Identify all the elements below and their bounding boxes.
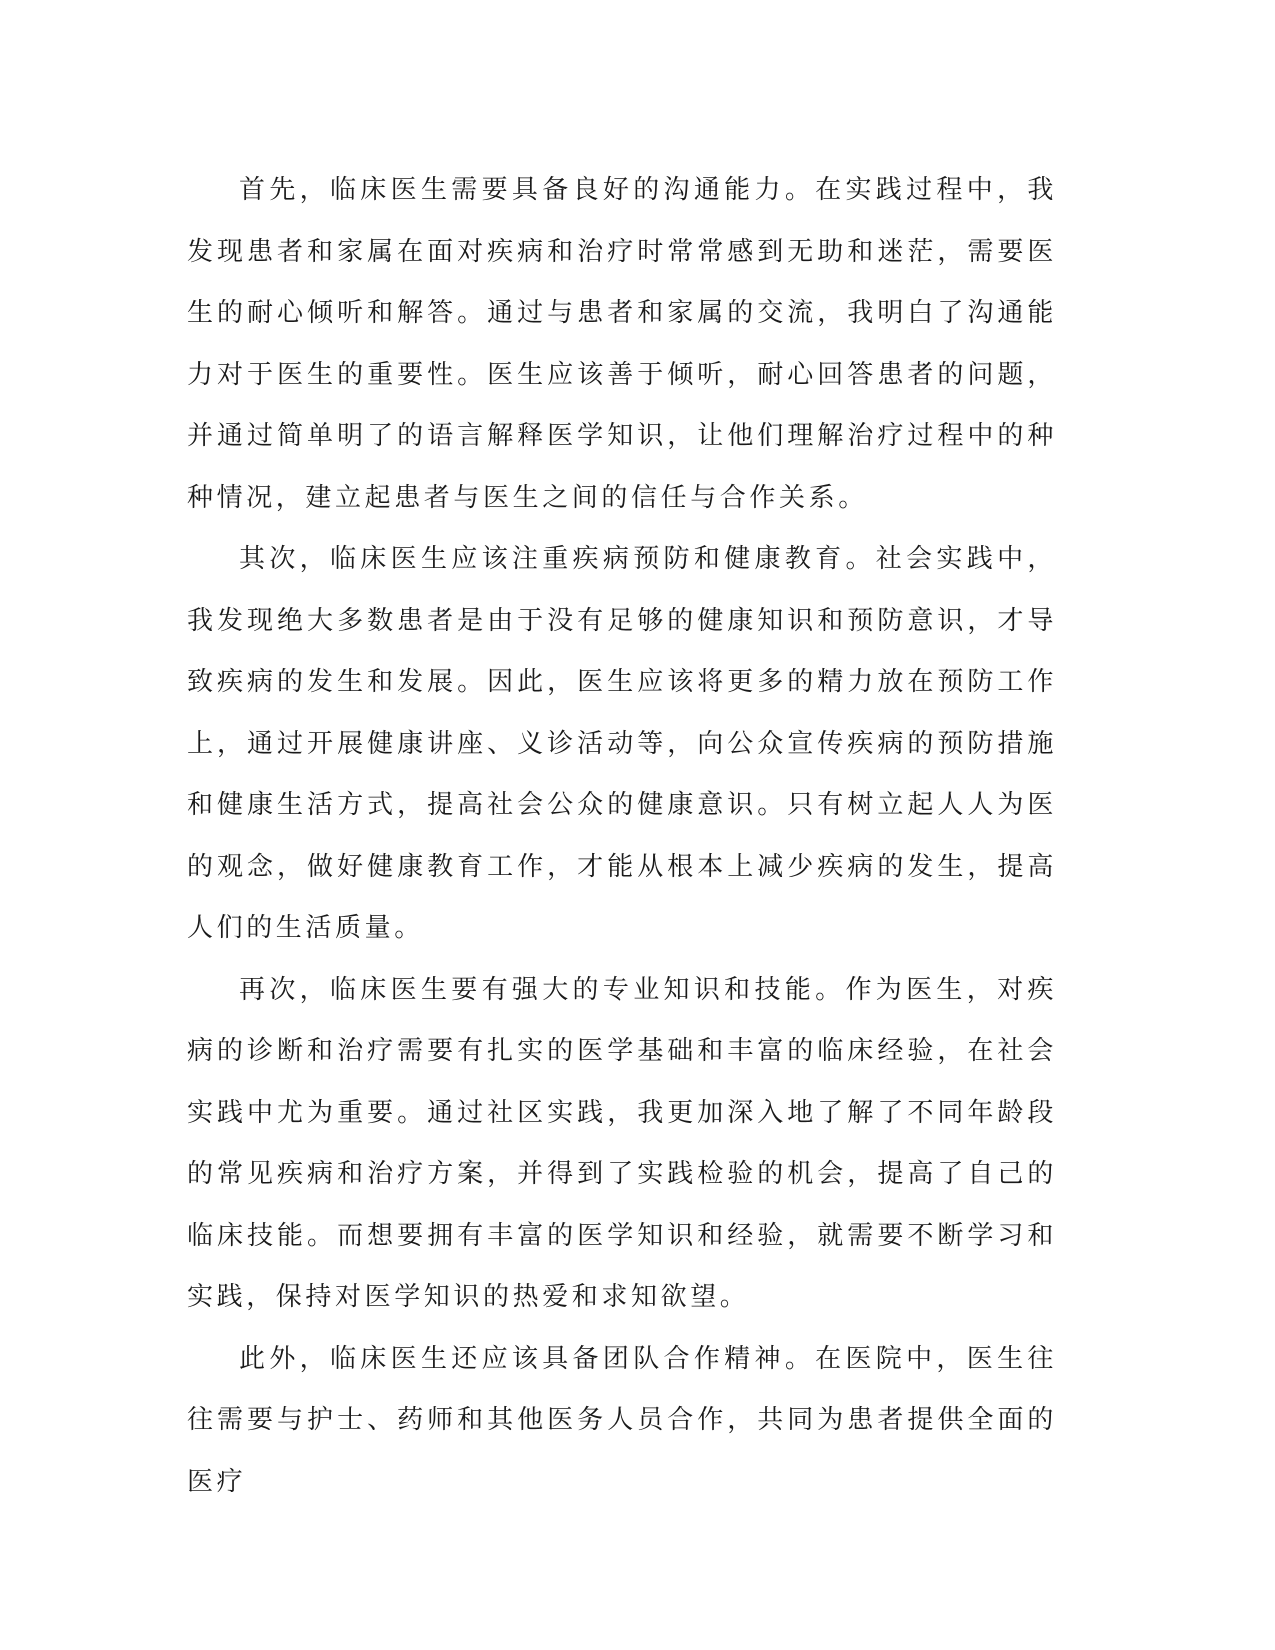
paragraph-teamwork: 此外，临床医生还应该具备团队合作精神。在医院中，医生往往需要与护士、药师和其他医务人员合作，共同为患者提供全面的医疗 [187,1343,1057,1497]
paragraph-prevention: 其次，临床医生应该注重疾病预防和健康教育。社会实践中，我发现绝大多数患者是由于没有足够的健康知识和预防意识，才导致疾病的发生和发展。因此，医生应该将更多的精力放在预防工作上，通过开展健康讲座、义诊活动等，向公众宣传疾病的预防措施和健康生活方式，提高社会公众的健康意识。只有树立起人人为医的观念，做好健康教育工作，才能从根本上减少疾病的发生，提高人们的生活质量。 [187,544,1057,943]
body-text [187,160,1057,1513]
paragraph-professional-skills: 再次，临床医生要有强大的专业知识和技能。作为医生，对疾病的诊断和治疗需要有扎实的医学基础和丰富的临床经验，在社会实践中尤为重要。通过社区实践，我更加深入地了解了不同年龄段的常见疾病和治疗方案，并得到了实践检验的机会，提高了自己的临床技能。而想要拥有丰富的医学知识和经验，就需要不断学习和实践，保持对医学知识的热爱和求知欲望。 [187,974,1057,1312]
paragraph-communication: 首先，临床医生需要具备良好的沟通能力。在实践过程中，我发现患者和家属在面对疾病和治疗时常常感到无助和迷茫，需要医生的耐心倾听和解答。通过与患者和家属的交流，我明白了沟通能力对于医生的重要性。医生应该善于倾听，耐心回答患者的问题，并通过简单明了的语言解释医学知识，让他们理解治疗过程中的种种情况，建立起患者与医生之间的信任与合作关系。 [187,175,1057,513]
